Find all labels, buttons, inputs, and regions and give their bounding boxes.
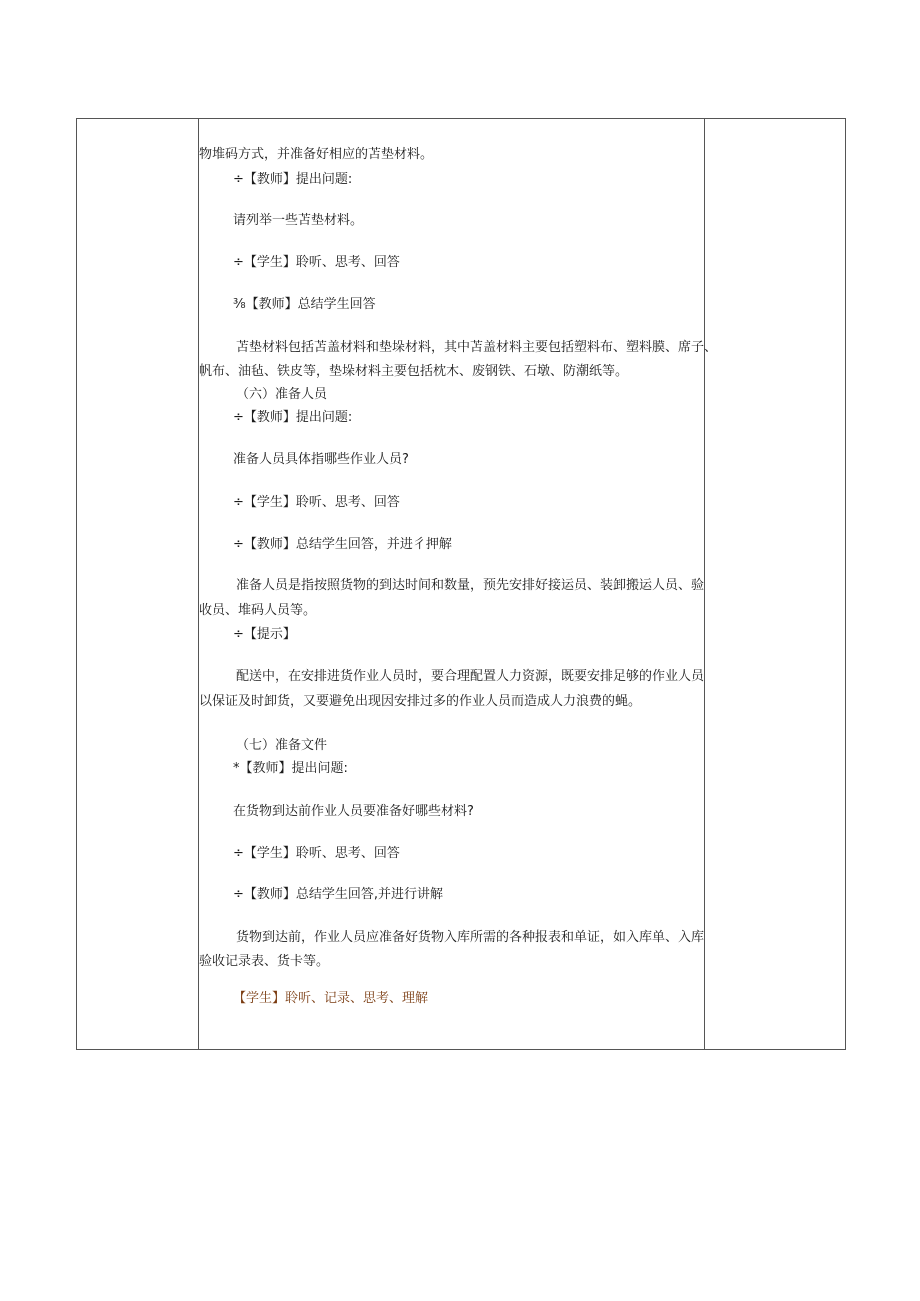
paragraph-line: 准备人员是指按照货物的到达时间和数量，预先安排好接运员、装卸搬运人员、验 xyxy=(236,578,705,593)
student-activity-label: 【学生】聆听、记录、思考、理解 xyxy=(233,991,429,1006)
tip-label: ÷【提示】 xyxy=(233,627,296,642)
student-response-label: ÷【学生】聆听、思考、回答 xyxy=(233,495,400,510)
student-response-label: ÷【学生】聆听、思考、回答 xyxy=(233,255,400,270)
paragraph-line: 配送中，在安排进货作业人员时，要合理配置人力资源，既要安排足够的作业人员 xyxy=(236,669,705,684)
column-divider-left xyxy=(198,119,199,1049)
teacher-summary-label: ÷【教师】总结学生回答，并进彳押解 xyxy=(233,537,452,552)
paragraph-line: 以保证及时卸货，又要避免出现因安排过多的作业人员而造成人力浪费的蝇。 xyxy=(199,694,642,709)
teacher-summary-label: ÷【教师】总结学生回答,并进行讲解 xyxy=(233,887,444,902)
question-text: 在货物到达前作业人员要准备好哪些材料? xyxy=(233,804,474,819)
question-text: 准备人员具体指哪些作业人员? xyxy=(233,452,409,467)
paragraph-line: 苫垫材料包括苫盖材料和垫垛材料，其中苫盖材料主要包括塑料布、塑料膜、席子、 xyxy=(236,340,718,355)
column-divider-right xyxy=(704,119,705,1049)
question-text: 请列举一些苫垫材料。 xyxy=(233,213,364,228)
teacher-question-label: ÷【教师】提出问题: xyxy=(233,410,353,425)
student-response-label: ÷【学生】聆听、思考、回答 xyxy=(233,846,400,861)
paragraph-line: 帆布、油毡、铁皮等，垫垛材料主要包括枕木、废钢铁、石墩、防潮纸等。 xyxy=(199,364,629,379)
paragraph-line: 货物到达前，作业人员应准备好货物入库所需的各种报表和单证，如入库单、入库 xyxy=(236,930,705,945)
teacher-question-label: ÷【教师】提出问题: xyxy=(233,172,353,187)
section-heading: （七）准备文件 xyxy=(236,738,328,753)
teacher-question-label: *【教师】提出问题: xyxy=(233,761,348,776)
teacher-summary-label: ⅜【教师】总结学生回答 xyxy=(233,297,376,312)
paragraph-line: 收员、堆码人员等。 xyxy=(199,603,317,618)
paragraph-line: 验收记录表、货卡等。 xyxy=(199,954,330,969)
section-heading: （六）准备人员 xyxy=(236,387,328,402)
paragraph-line: 物堆码方式，并准备好相应的苫垫材料。 xyxy=(199,147,434,162)
